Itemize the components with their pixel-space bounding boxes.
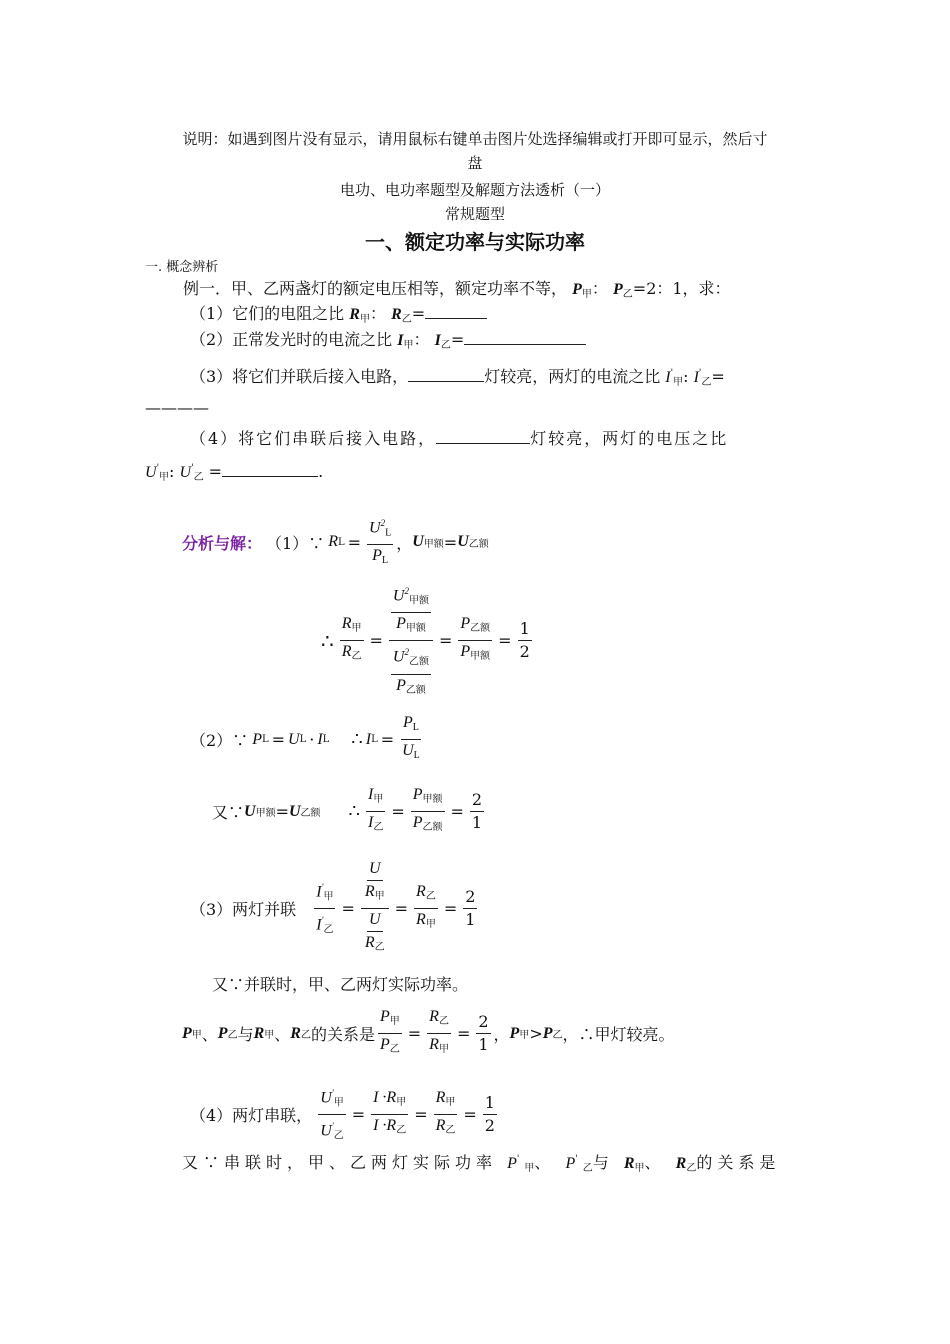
section-label: 一. 概念辨析 — [145, 260, 219, 275]
note-line-1: 说明：如遇到图片没有显示，请用鼠标右键单击图片处选择编辑或打开即可显示，然后寸 — [182, 130, 768, 148]
analysis-3: （3）两灯并联 $\frac{I'_甲}{I'_乙}$ = $\frac{\frac{U}{R_甲}}{\frac{U}{R_乙}}$ = $\frac{R_乙}{R_甲}$ = $\frac{2}{1}$ — [190, 860, 476, 953]
analysis-1-ratio: ∴ $\frac{R_甲}{R_乙}$ = $\frac{\frac{U^2_{甲额}}{P_{甲额}}}{\frac{U^2_{乙额}}{P_{乙额}}}$ = $\frac{P_{乙额}}{P_{甲额}}$ = $\frac{1}{2}$ — [318, 580, 535, 702]
question-3: （3）将它们并联后接入电路， 灯较亮，两灯的电流之比 $I'_甲$: $I'_乙=$ — [190, 367, 725, 388]
answer-blank-1 — [425, 318, 487, 319]
answer-blank-3 — [408, 381, 484, 382]
fraction-ul2-pl: $\frac{U^2_L}{P_L}$ — [367, 512, 393, 572]
question-1: （1）它们的电阻之比 $R_甲$： $R_乙=$ — [190, 301, 487, 325]
example-intro: 例一．甲、乙两盏灯的额定电压相等，额定功率不等， $P_甲$： $P_乙=2$：1，求： — [183, 279, 731, 300]
analysis-2b: 又∵ U 甲额 = U 乙额 ∴ $\frac{I_甲}{I_乙}$ = $\frac{P_{甲额}}{P_{乙额}}$ = $\frac{2}{1}$ — [212, 786, 483, 833]
analysis-4b: 又∵串联时，甲、乙两灯实际功率 $P'_甲$、 $P'_乙$与 $R_甲$、 $R_乙$的关系是 — [182, 1153, 781, 1174]
question-4: （4）将它们串联后接入电路， 灯较亮，两灯的电压之比 — [190, 429, 729, 448]
analysis-1: 分析与解： （1）∵ R L = $\frac{U^2_L}{P_L}$ ， U 甲额 = U 乙额 — [182, 512, 489, 572]
analysis-2: （2）∵ P L = U L · I L ∴ I L = $\frac{P_L}{U_L}$ — [190, 714, 420, 761]
question-4-tail: $U'_甲$: $U'_乙$ = . — [145, 462, 324, 483]
answer-blank-2 — [464, 344, 586, 345]
answer-blank-4a — [436, 443, 530, 444]
section-heading: 一、额定功率与实际功率 — [365, 230, 585, 254]
analysis-3b: 又∵并联时，甲、乙两灯实际功率。 — [212, 975, 469, 994]
compound-fraction: $\frac{\frac{U^2_{甲额}}{P_{甲额}}}{\frac{U^2_{乙额}}{P_{乙额}}}$ — [389, 580, 433, 702]
analysis-label: 分析与解： — [182, 533, 263, 553]
answer-blank-4b — [222, 476, 318, 477]
analysis-4: （4）两灯串联， $\frac{U'_甲}{U'_乙}$ = $\frac{I \cdot R_甲}{I \cdot R_乙}$ = $\frac{R_甲}{R_乙}$ = $\frac{1}{2}$ — [190, 1082, 500, 1148]
question-3-dash: ———— — [145, 398, 209, 417]
doc-subtitle: 常规题型 — [444, 205, 505, 223]
question-2: （2）正常发光时的电流之比 $I_甲$： $I_乙=$ — [190, 327, 586, 351]
note-line-2: 盘 — [467, 154, 483, 172]
analysis-3c: P 甲 、 P 乙 与 R 甲 、 R 乙 的关系是 $\frac{P_甲}{P_乙}$ = $\frac{R_乙}{R_甲}$ = $\frac{2}{1}$ ， P 甲 > P 乙 ，∴甲灯较亮。 — [182, 1008, 675, 1055]
doc-title: 电功、电功率题型及解题方法透析（一） — [339, 181, 610, 199]
